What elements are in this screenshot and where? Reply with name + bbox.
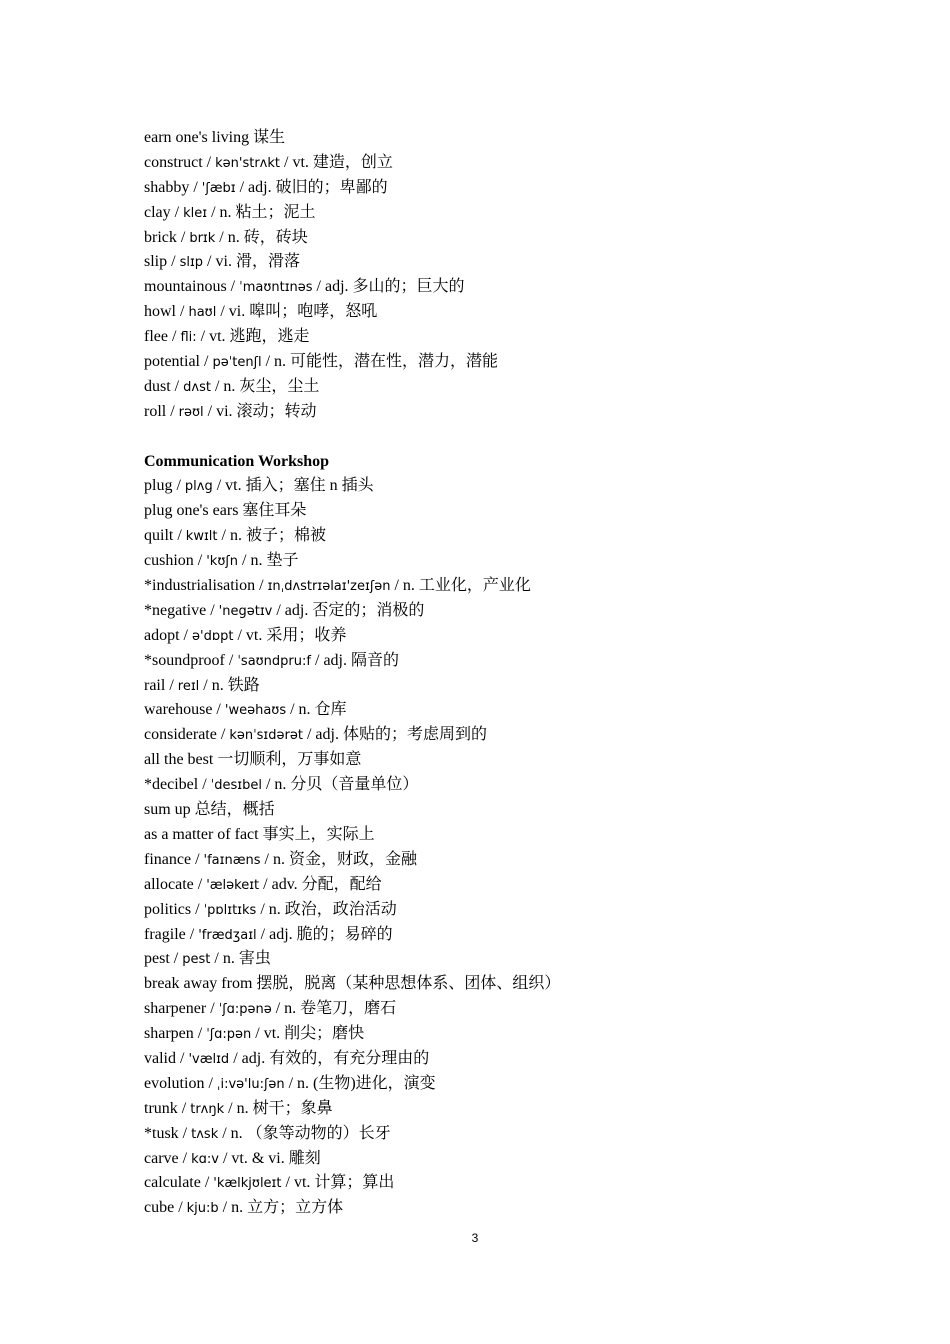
vocab-phonetic: ˈdesɪbel — [210, 778, 262, 794]
vocab-definition: vt. 插入；塞住 n 插头 — [225, 477, 374, 495]
vocab-phonetic: dʌst — [183, 379, 211, 395]
vocab-phonetic: kju:b — [186, 1201, 219, 1217]
vocab-entry: dust / dʌst / n. 灰尘，尘土 — [144, 377, 320, 395]
vocab-phonetic: ˈpɒlɪtɪks — [203, 902, 257, 918]
vocab-phonetic: trʌŋk — [190, 1101, 225, 1117]
vocab-entry: slip / slɪp / vi. 滑，滑落 — [144, 253, 300, 271]
vocab-entry: sharpen / ˈʃɑ:pən / vt. 削尖；磨快 — [144, 1025, 365, 1043]
page-number: 3 — [471, 1231, 479, 1245]
vocab-entry: *soundproof / ˈsaʊndpru:f / adj. 隔音的 — [144, 651, 399, 669]
vocab-definition: 塞住耳朵 — [242, 502, 307, 520]
vocab-word: construct — [144, 153, 203, 171]
vocab-phonetic: kwɪlt — [185, 529, 218, 545]
vocab-word: politics — [144, 900, 192, 918]
vocab-entry: quilt / kwɪlt / n. 被子；棉被 — [144, 527, 326, 545]
vocab-phonetic: ˈmaʊntɪnəs — [239, 280, 313, 296]
vocab-entry: finance / 'faɪnæns / n. 资金，财政，金融 — [144, 850, 417, 868]
vocab-definition: n. 害虫 — [222, 950, 271, 968]
vocab-word: fragile — [144, 925, 186, 943]
vocab-phonetic: 'frædʒaɪl — [198, 927, 257, 943]
vocab-word: flee — [144, 328, 168, 346]
vocab-word: plug one's ears — [144, 502, 239, 520]
vocab-word: pest — [144, 950, 170, 968]
vocab-entry — [144, 748, 904, 773]
vocab-phonetic: 'vælɪd — [188, 1051, 230, 1067]
vocab-phonetic: 'kælkjʊleɪt — [213, 1176, 282, 1192]
vocab-entry: trunk / trʌŋk / n. 树干；象鼻 — [144, 1099, 333, 1117]
vocab-word: carve — [144, 1149, 179, 1167]
vocab-phonetic: 'kʊʃn — [206, 554, 238, 570]
vocab-phonetic: haʊl — [188, 305, 217, 321]
vocab-word: valid — [144, 1049, 176, 1067]
vocab-phonetic: ˈsaʊndpru:f — [237, 653, 311, 669]
vocab-word: warehouse — [144, 701, 213, 719]
vocab-word: *negative — [144, 601, 207, 619]
vocab-definition: n. （象等动物的）长牙 — [230, 1124, 391, 1142]
vocab-entry: flee / fli: / vt. 逃跑，逃走 — [144, 328, 310, 346]
vocab-word: finance — [144, 850, 192, 868]
vocab-definition: n. 资金，财政，金融 — [272, 850, 417, 868]
vocab-entry: cube / kju:b / n. 立方；立方体 — [144, 1199, 344, 1217]
vocab-definition: vi. 嗥叫；咆哮，怒吼 — [228, 303, 378, 321]
vocab-entry: calculate / 'kælkjʊleɪt / vt. 计算；算出 — [144, 1174, 395, 1192]
vocab-word: earn one's living — [144, 129, 250, 146]
vocab-word: dust — [144, 377, 171, 395]
vocab-definition: vt. & vi. 雕刻 — [231, 1149, 321, 1167]
vocab-entry: roll / rəʊl / vi. 滚动；转动 — [144, 402, 317, 420]
vocab-definition: n. (生物)进化，演变 — [297, 1074, 436, 1092]
vocab-entry: mountainous / ˈmaʊntɪnəs / adj. 多山的；巨大的 — [144, 278, 465, 296]
vocab-definition: 谋生 — [253, 129, 286, 146]
vocab-entry — [144, 126, 904, 151]
vocab-definition: vt. 削尖；磨快 — [263, 1025, 365, 1043]
vocab-phonetic: ˈʃɑ:pən — [206, 1027, 252, 1043]
vocab-definition: n. 被子；棉被 — [229, 527, 326, 545]
vocab-entry: evolution / ˌi:və'lu:ʃən / n. (生物)进化，演变 — [144, 1074, 436, 1092]
vocab-entry: fragile / 'frædʒaɪl / adj. 脆的；易碎的 — [144, 925, 393, 943]
vocab-entry: howl / haʊl / vi. 嗥叫；咆哮，怒吼 — [144, 303, 378, 321]
vocab-definition: n. 粘土；泥土 — [219, 203, 316, 221]
vocab-entry: adopt / ə'dɒpt / vt. 采用；收养 — [144, 626, 347, 644]
vocab-phonetic: pest — [182, 952, 211, 968]
vocab-word: roll — [144, 402, 167, 420]
vocab-definition: 一切顺利，万事如意 — [217, 751, 362, 769]
vocab-word: adopt — [144, 626, 180, 644]
vocab-entry: rail / reɪl / n. 铁路 — [144, 676, 260, 694]
vocab-word: all the best — [144, 751, 214, 769]
vocab-entry: carve / kɑ:v / vt. & vi. 雕刻 — [144, 1149, 321, 1167]
vocab-definition: n. 政治，政治活动 — [268, 900, 397, 918]
vocab-phonetic: brɪk — [189, 230, 216, 246]
vocab-word: quilt — [144, 527, 174, 545]
vocab-definition: adj. 否定的；消极的 — [284, 601, 425, 619]
vocab-definition: n. 垫子 — [250, 552, 299, 570]
vocab-entry: potential / pəˈtenʃl / n. 可能性，潜在性，潜力，潜能 — [144, 353, 499, 371]
vocab-definition: vt. 计算；算出 — [293, 1174, 395, 1192]
vocab-phonetic: kleɪ — [183, 205, 208, 221]
vocab-word: howl — [144, 303, 176, 321]
vocab-definition: 摆脱，脱离（某种思想体系、团体、组织） — [256, 975, 561, 993]
vocab-definition: vt. 逃跑，逃走 — [209, 328, 310, 346]
vocab-word: allocate — [144, 875, 194, 893]
vocab-word: *industrialisation — [144, 577, 256, 595]
vocab-phonetic: kɑ:v — [191, 1151, 219, 1167]
vocab-word: as a matter of fact — [144, 825, 259, 843]
vocab-word: trunk — [144, 1099, 178, 1117]
vocab-word: shabby — [144, 178, 190, 196]
vocab-phonetic: pəˈtenʃl — [212, 355, 262, 371]
vocab-entry — [144, 798, 904, 823]
vocab-word: *tusk — [144, 1124, 179, 1142]
vocab-phonetic: plʌg — [184, 479, 213, 495]
vocab-definition: n. 铁路 — [211, 676, 260, 694]
vocab-phonetic: 'ʃæbɪ — [201, 180, 236, 196]
vocab-definition: vi. 滚动；转动 — [216, 402, 317, 420]
vocab-entry: warehouse / 'weəhaʊs / n. 仓库 — [144, 701, 347, 719]
vocab-entry: shabby / 'ʃæbɪ / adj. 破旧的；卑鄙的 — [144, 178, 388, 196]
vocabulary-list — [144, 126, 904, 1221]
vocab-phonetic: ˈʃɑ:pənə — [218, 1002, 272, 1018]
vocab-word: considerate — [144, 726, 217, 744]
vocab-entry: *industrialisation / ɪnˌdʌstrɪəlaɪ'zeɪʃən / n. 工业化，产业化 — [144, 577, 531, 595]
vocab-word: sharpen — [144, 1025, 194, 1043]
vocab-definition: vt. 采用；收养 — [245, 626, 347, 644]
vocab-entry: brick / brɪk / n. 砖，砖块 — [144, 228, 308, 246]
vocab-entry: considerate / kənˈsɪdərət / adj. 体贴的；考虑周到的 — [144, 726, 487, 744]
vocab-entry — [144, 823, 904, 848]
vocab-definition: n. 工业化，产业化 — [402, 577, 531, 595]
vocab-definition: vt. 建造，创立 — [292, 153, 393, 171]
vocab-phonetic: 'negətɪv — [218, 603, 273, 619]
vocab-definition: adj. 破旧的；卑鄙的 — [248, 178, 388, 196]
vocab-word: plug — [144, 477, 173, 495]
vocab-definition: n. 可能性，潜在性，潜力，潜能 — [274, 353, 499, 371]
vocab-phonetic: 'æləkeɪt — [206, 877, 260, 893]
vocab-definition: adj. 多山的；巨大的 — [325, 278, 465, 296]
vocab-entry: pest / pest / n. 害虫 — [144, 950, 271, 968]
vocab-definition: 事实上，实际上 — [262, 825, 375, 843]
vocab-word: brick — [144, 228, 177, 246]
vocab-word: slip — [144, 253, 168, 271]
vocab-definition: n. 树干；象鼻 — [236, 1099, 333, 1117]
vocab-definition: n. 灰尘，尘土 — [223, 377, 320, 395]
vocab-entry: allocate / 'æləkeɪt / adv. 分配，配给 — [144, 875, 382, 893]
vocab-word: sum up — [144, 801, 191, 819]
vocab-definition: n. 砖，砖块 — [227, 228, 308, 246]
vocab-definition: adj. 脆的；易碎的 — [269, 925, 393, 943]
vocab-phonetic: 'weəhaʊs — [224, 703, 287, 719]
vocab-definition: adj. 有效的，有充分理由的 — [241, 1049, 430, 1067]
vocab-word: *decibel — [144, 776, 199, 794]
vocab-entry — [144, 972, 904, 997]
vocab-phonetic: fli: — [180, 330, 197, 346]
vocab-phonetic: reɪl — [177, 678, 200, 694]
vocab-word: *soundproof — [144, 651, 225, 669]
vocab-entry: *tusk / tʌsk / n. （象等动物的）长牙 — [144, 1124, 391, 1142]
vocab-entry: plug / plʌg / vt. 插入；塞住 n 插头 — [144, 477, 374, 495]
vocab-word: cube — [144, 1199, 175, 1217]
vocab-definition: 总结，概括 — [194, 801, 275, 819]
vocab-entry — [144, 499, 904, 524]
vocab-word: cushion — [144, 552, 194, 570]
vocab-definition: n. 立方；立方体 — [231, 1199, 344, 1217]
vocab-word: rail — [144, 676, 166, 694]
vocab-phonetic: ɪnˌdʌstrɪəlaɪ'zeɪʃən — [267, 579, 391, 595]
vocab-entry: valid / 'vælɪd / adj. 有效的，有充分理由的 — [144, 1049, 430, 1067]
vocab-word: sharpener — [144, 1000, 207, 1018]
vocab-entry: politics / ˈpɒlɪtɪks / n. 政治，政治活动 — [144, 900, 397, 918]
vocab-word: break away from — [144, 975, 253, 993]
vocab-definition: n. 仓库 — [298, 701, 347, 719]
vocab-phonetic: kən'strʌkt — [215, 155, 280, 171]
vocab-entry: clay / kleɪ / n. 粘土；泥土 — [144, 203, 316, 221]
vocab-phonetic: kənˈsɪdərət — [229, 728, 303, 744]
vocab-definition: adj. 隔音的 — [323, 651, 399, 669]
vocab-phonetic: 'faɪnæns — [203, 852, 261, 868]
vocab-definition: adv. 分配，配给 — [271, 875, 382, 893]
vocab-phonetic: rəʊl — [178, 404, 204, 420]
section-spacer — [144, 425, 904, 450]
vocab-word: potential — [144, 353, 200, 371]
vocab-phonetic: ə'dɒpt — [192, 628, 234, 644]
vocab-definition: vi. 滑，滑落 — [215, 253, 300, 271]
vocab-definition: adj. 体贴的；考虑周到的 — [315, 726, 487, 744]
vocab-phonetic: ˌi:və'lu:ʃən — [216, 1076, 285, 1092]
vocab-entry: construct / kən'strʌkt / vt. 建造，创立 — [144, 153, 393, 171]
vocab-entry: sharpener / ˈʃɑ:pənə / n. 卷笔刀，磨石 — [144, 1000, 397, 1018]
vocab-entry: *decibel / ˈdesɪbel / n. 分贝（音量单位） — [144, 776, 419, 794]
vocab-word: clay — [144, 203, 171, 221]
vocab-phonetic: tʌsk — [191, 1126, 219, 1142]
vocab-word: mountainous — [144, 278, 227, 296]
vocab-definition: n. 卷笔刀，磨石 — [284, 1000, 397, 1018]
vocab-phonetic: slɪp — [179, 255, 204, 271]
vocab-entry: cushion / 'kʊʃn / n. 垫子 — [144, 552, 299, 570]
vocab-word: evolution — [144, 1074, 205, 1092]
vocab-word: calculate — [144, 1174, 201, 1192]
section-heading: Communication Workshop — [144, 452, 330, 470]
vocab-definition: n. 分贝（音量单位） — [274, 776, 419, 794]
vocab-entry: *negative / 'negətɪv / adj. 否定的；消极的 — [144, 601, 425, 619]
